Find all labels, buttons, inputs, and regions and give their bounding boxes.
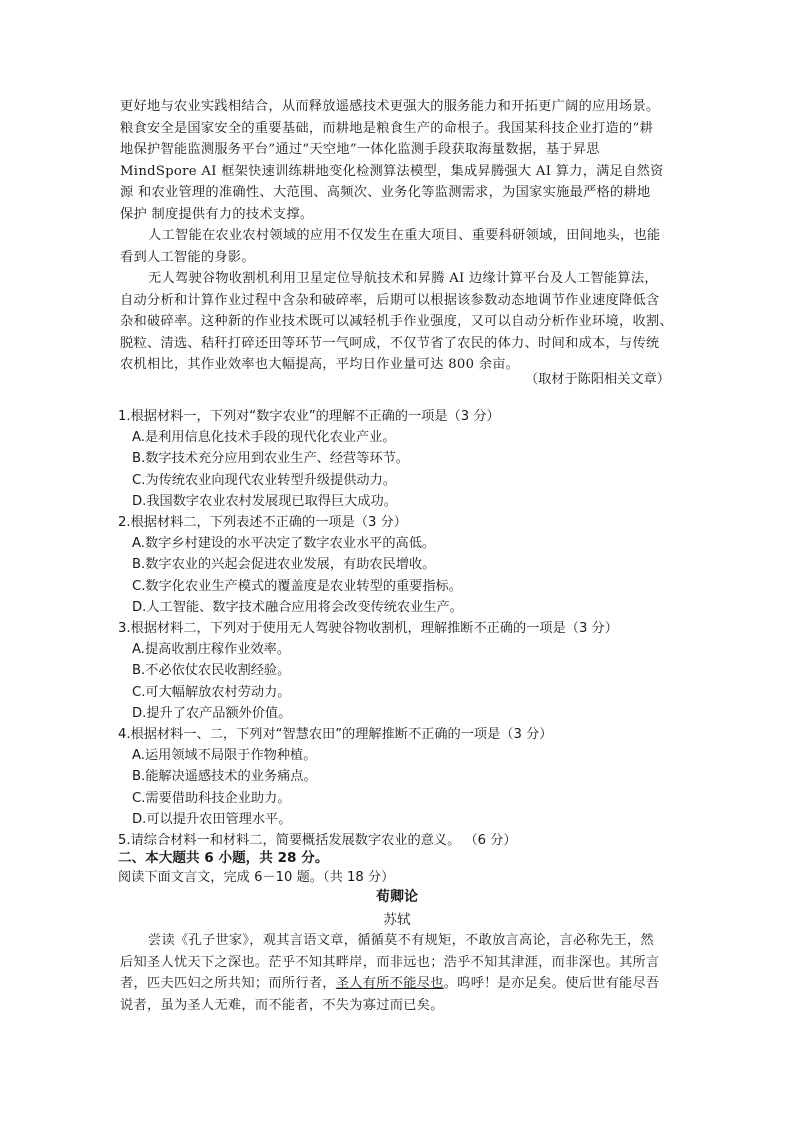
text-line [120, 973, 680, 995]
text-line: 无人驾驶谷物收割机利用卫星定位导航技术和昇腾 AI 边缘计算平台及人工智能算法， [148, 271, 658, 286]
section-intro: 阅读下面文言文，完成 6－10 题。（共 18 分） [118, 870, 395, 885]
essay-author: 苏轼 [383, 912, 411, 928]
option-b: B.能解决遥感技术的业务痛点。 [132, 769, 317, 785]
question-4 [118, 724, 698, 830]
option-a: A.运用领域不局限于作物种植。 [132, 748, 317, 764]
question-1 [118, 406, 698, 512]
text-line: 保护 制度提供有力的技术支撑。 [120, 206, 314, 222]
text-line: 人工智能在农业农村领域的应用不仅发生在重大项目、重要科研领域，田间地头，也能 [148, 228, 661, 243]
text-line: 农机相比，其作业效率也大幅提高，平均日作业量可达 800 余亩。 [120, 357, 520, 372]
option-d: D.我国数字农业农村发展现已取得巨大成功。 [132, 493, 397, 509]
text-line: 源 和农业管理的准确性、大范围、高频次、业务化等监测需求，为国家实施最严格的耕地 [120, 185, 651, 200]
text-line: 后知圣人忧天下之深也。茫乎不知其畔岸，而非远也；浩乎不知其津涯，而非深也。其所言 [120, 954, 660, 970]
text-line: 杂和破碎率。这种新的作业技术既可以减轻机手作业强度，又可以自动分析作业环境，收割、 [120, 314, 673, 329]
passage-ai-fields [120, 225, 680, 268]
question-2 [118, 512, 698, 618]
essay-title: 荀卿论 [376, 889, 418, 905]
text-line: 自动分析和计算作业过程中含杂和破碎率，后期可以根据该参数动态地调节作业速度降低含 [120, 292, 660, 308]
question-stem: 4.根据材料一、二，下列对“智慧农田”的理解推断不正确的一项是（3 分） [118, 727, 553, 743]
question-stem: 1.根据材料一，下列对“数字农业”的理解不正确的一项是（3 分） [118, 409, 500, 424]
text-line: 地保护智能监测服务平台”通过“天空地”一体化监测手段获取海量数据，基于昇思 [120, 142, 600, 157]
option-d: D.人工智能、数字技术融合应用将会改变传统农业生产。 [132, 599, 463, 615]
text-fragment: 。呜呼！是亦足矣。使后世有能尽吾 [443, 976, 660, 991]
option-b: B.数字农业的兴起会促进农业发展，有助农民增收。 [132, 557, 436, 573]
source-citation: （取材于陈阳相关文章） [524, 372, 670, 387]
text-line: 尝读《孔子世家》，观其言语文章，循循莫不有规矩，不敢放言高论，言必称先王，然 [148, 933, 654, 948]
option-c: C.需要借助科技企业助力。 [132, 790, 291, 806]
option-b: B.不必依仗农民收割经验。 [132, 663, 291, 679]
text-line: 粮食安全是国家安全的重要基础，而耕地是粮食生产的命根子。我国某科技企业打造的“耕 [120, 120, 654, 136]
text-fragment: 者，匹夫匹妇之所共知；而所行者， [120, 976, 336, 991]
text-line: 说者，虽为圣人无难，而不能者，不失为寡过而已矣。 [120, 997, 444, 1013]
text-line: 脱粒、清选、秸秆打碎还田等环节一气呵成，不仅节省了农民的体力、时间和成本，与传统 [120, 335, 660, 351]
option-c: C.数字化农业生产模式的覆盖度是农业转型的重要指标。 [132, 578, 462, 594]
question-stem: 3.根据材料二，下列对于使用无人驾驶谷物收割机，理解推断不正确的一项是（3 分） [118, 621, 618, 637]
text-line: 看到人工智能的身影。 [120, 249, 255, 265]
option-d: D.可以提升农田管理水平。 [132, 811, 292, 827]
question-3 [118, 618, 698, 724]
question-list [118, 406, 698, 851]
text-line: 更好地与农业实践相结合，从而释放遥感技术更强大的服务能力和开拓更广阔的应用场景。 [120, 99, 660, 114]
option-b: B.数字技术充分应用到农业生产、经营等环节。 [132, 451, 409, 467]
option-a: A.数字乡村建设的水平决定了数字农业水平的高低。 [132, 536, 436, 552]
question-stem: 2.根据材料二，下列表述不正确的一项是（3 分） [118, 515, 407, 531]
option-d: D.提升了农产品额外价值。 [132, 705, 292, 721]
question-stem: 5.请综合材料一和材料二，简要概括发展数字农业的意义。 （6 分） [118, 833, 517, 849]
passage-ai-farmland [120, 96, 680, 225]
section-heading: 二、本大题共 6 小题，共 28 分。 [118, 850, 329, 866]
classical-passage [120, 930, 680, 1016]
text-line: MindSpore AI 框架快速训练耕地变化检测算法模型，集成昇腾强大 AI 算力，满足自然资 [120, 163, 664, 179]
underlined-phrase: 圣人有所不能尽也 [335, 976, 444, 991]
option-c: C.可大幅解放农村劳动力。 [132, 684, 291, 700]
option-a: A.提高收割庄稼作业效率。 [132, 642, 291, 658]
passage-harvester [120, 268, 680, 376]
option-a: A.是利用信息化技术手段的现代化农业产业。 [132, 430, 396, 446]
option-c: C.为传统农业向现代农业转型升级提供动力。 [132, 472, 396, 488]
